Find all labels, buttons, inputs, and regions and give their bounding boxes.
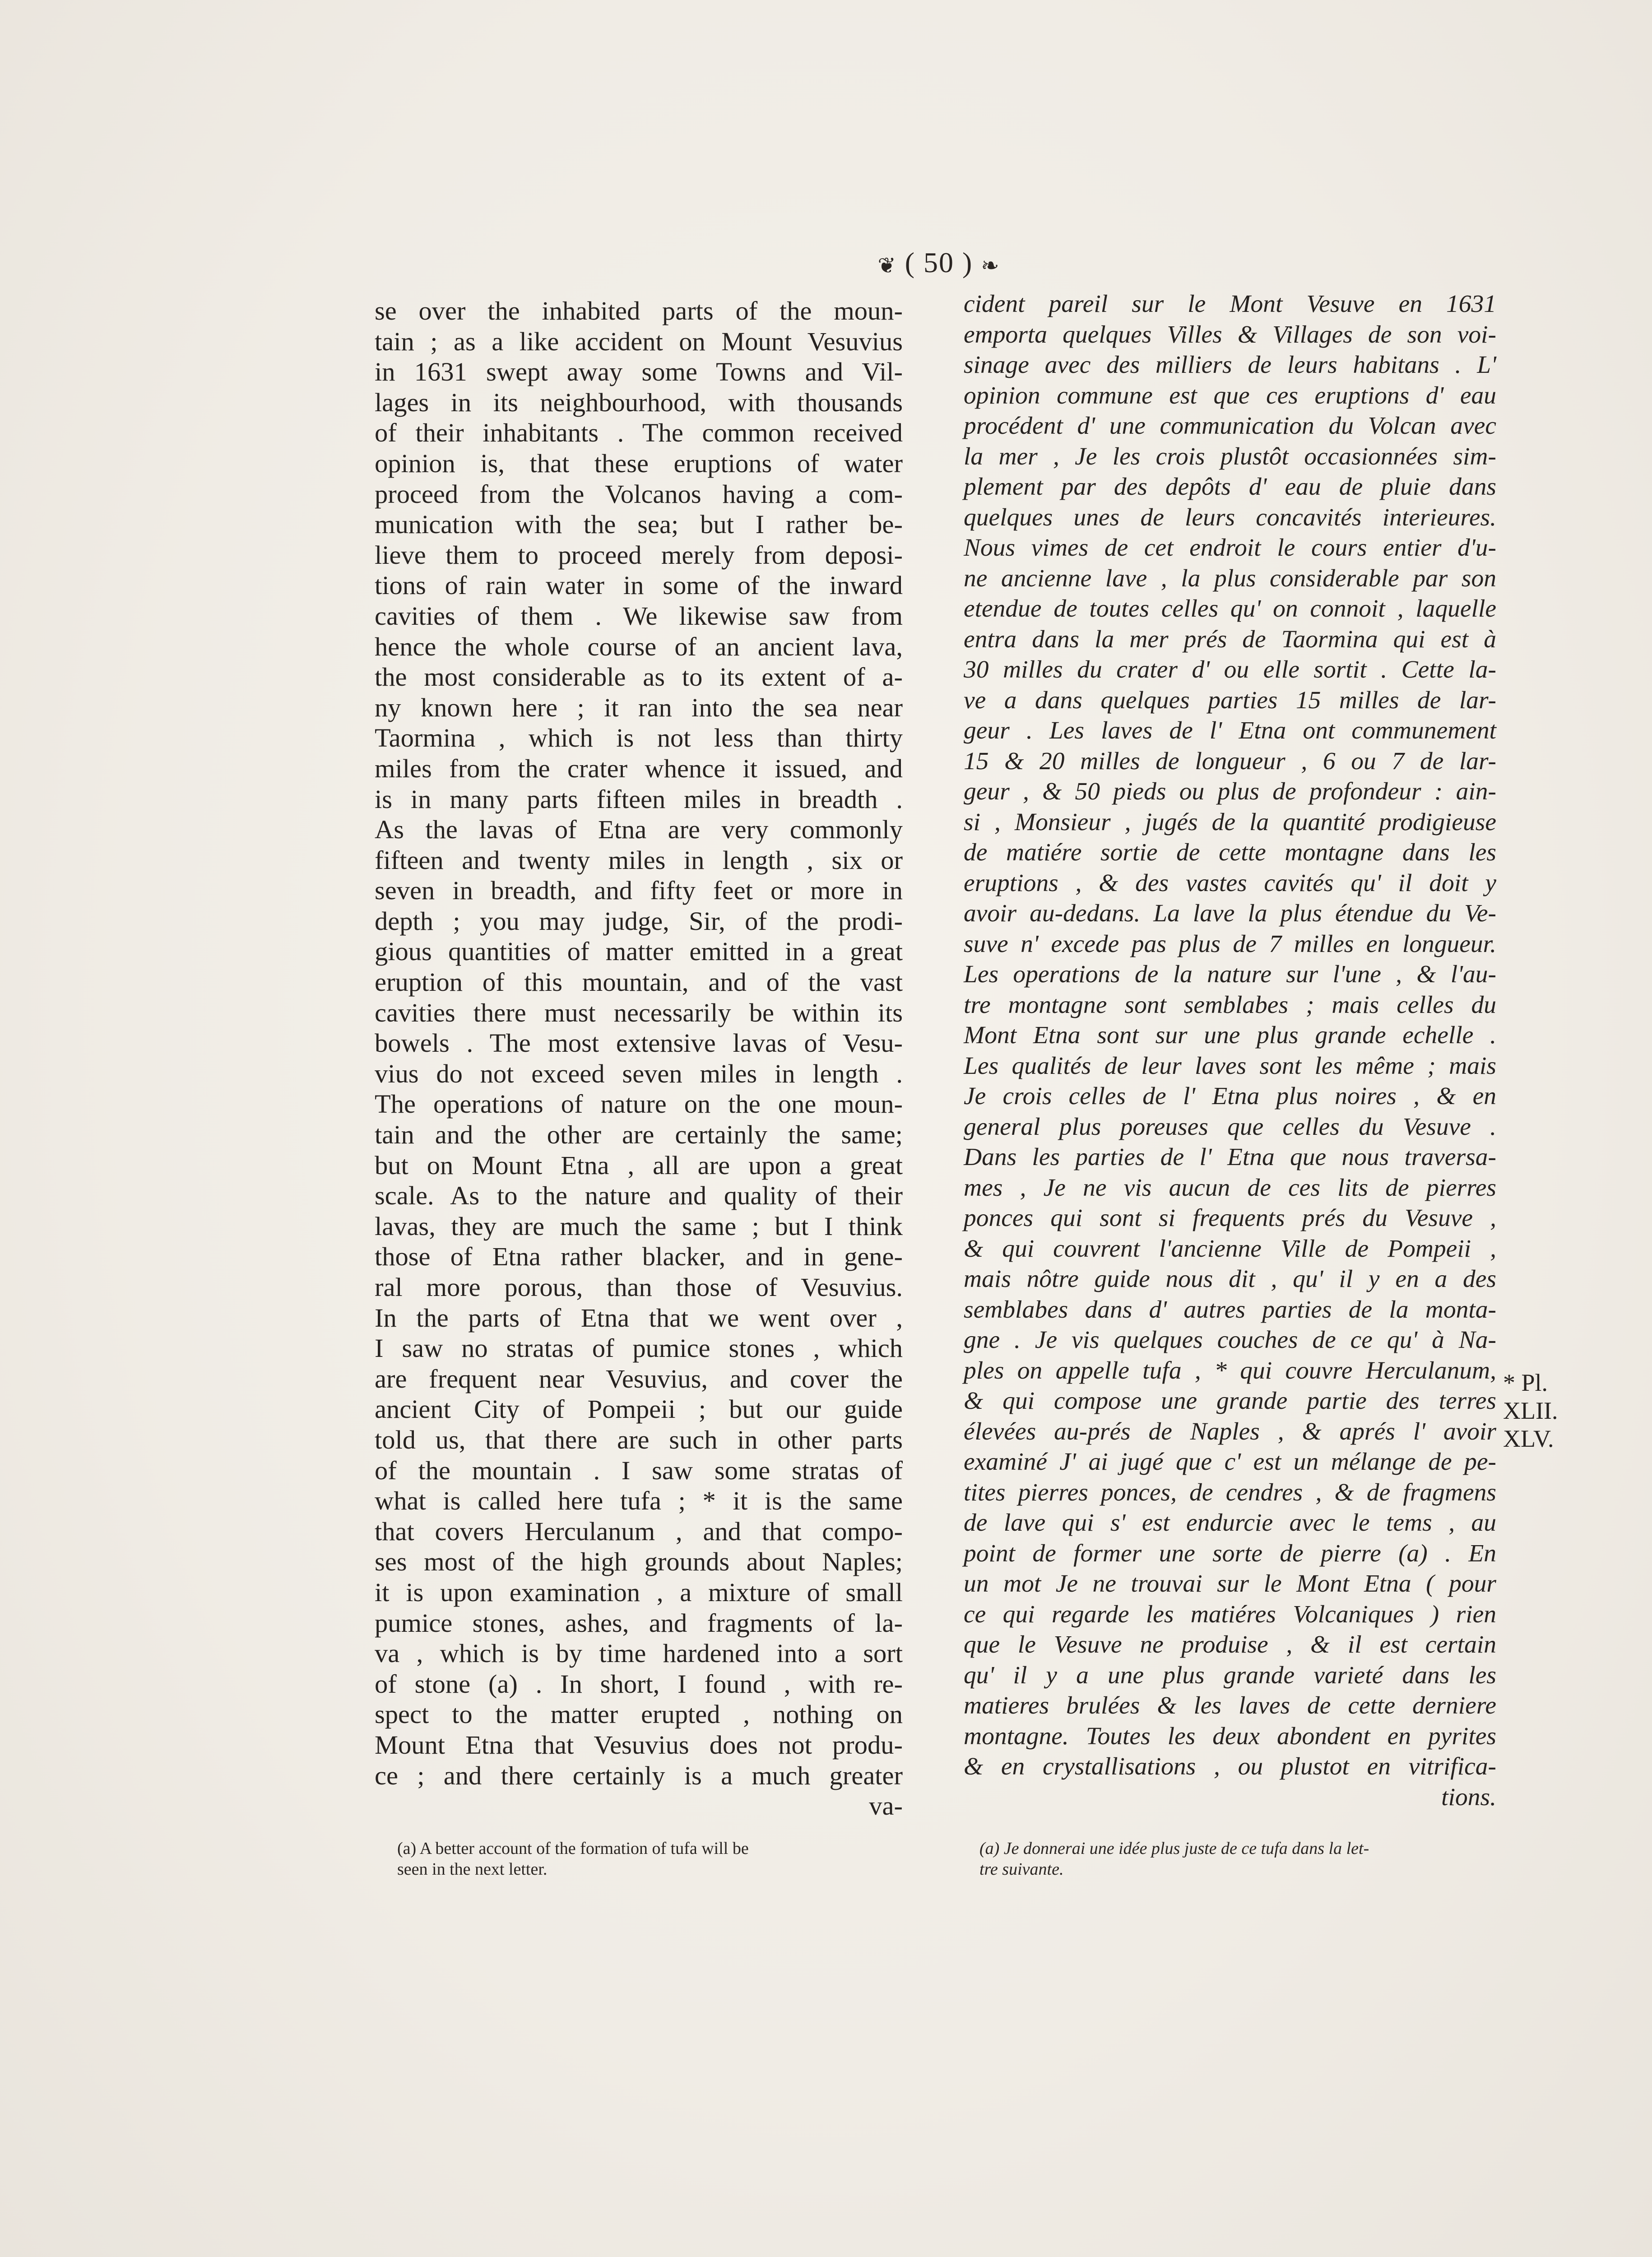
french-text-line: geur . Les laves de l' Etna ont communement	[964, 717, 1496, 744]
margin-note-line: * Pl.	[1503, 1369, 1548, 1396]
english-text-line: hence the whole course of an ancient lava,	[375, 632, 903, 661]
french-text-line: ve a dans quelques parties 15 milles de lar-	[964, 686, 1496, 714]
english-text-line: spect to the matter erupted , nothing on	[375, 1700, 903, 1729]
english-text-line: ral more porous, than those of Vesuvius.	[375, 1272, 903, 1302]
english-text-line: cavities of them . We likewise saw from	[375, 601, 903, 631]
french-text-line: & qui couvrent l'ancienne Ville de Pompeii ,	[964, 1235, 1496, 1263]
french-text-line: ce qui regarde les matiéres Volcaniques ) rien	[964, 1600, 1496, 1628]
french-text-line: ponces qui sont si frequents prés du Vesuve ,	[964, 1204, 1496, 1232]
english-text-line: lieve them to proceed merely from deposi-	[375, 540, 903, 570]
french-text-line: & qui compose une grande partie des terres	[964, 1387, 1496, 1415]
english-text-line: Taormina , which is not less than thirty	[375, 723, 903, 753]
footnote-line: (a) A better account of the formation of tufa will be	[397, 1839, 749, 1858]
english-text-line: in 1631 swept away some Towns and Vil-	[375, 357, 903, 387]
english-text-line: proceed from the Volcanos having a com-	[375, 479, 903, 509]
english-text-line: what is called here tufa ; * it is the same	[375, 1486, 903, 1516]
english-text-line: ancient City of Pompeii ; but our guide	[375, 1394, 903, 1424]
english-text-line: the most considerable as to its extent of a-	[375, 662, 903, 692]
english-text-line: se over the inhabited parts of the moun-	[375, 296, 903, 325]
french-text-line: tites pierres ponces, de cendres , & de fragmens	[964, 1478, 1496, 1506]
english-text-line: Mount Etna that Vesuvius does not produ-	[375, 1730, 903, 1760]
french-text-line: general plus poreuses que celles du Vesuve .	[964, 1113, 1496, 1141]
french-text-line: Nous vimes de cet endroit le cours entier d'u-	[964, 534, 1496, 562]
plate-reference-margin-note	[1503, 1369, 1566, 1453]
english-text-line: lages in its neighbourhood, with thousands	[375, 387, 903, 417]
french-text-line: si , Monsieur , jugés de la quantité prodigieuse	[964, 808, 1496, 836]
english-text-line: The operations of nature on the one moun-	[375, 1089, 903, 1119]
english-text-line: In the parts of Etna that we went over ,	[375, 1303, 903, 1333]
french-text-line: 15 & 20 milles de longueur , 6 ou 7 de lar-	[964, 747, 1496, 775]
french-text-line: de lave qui s' est endurcie avec le tems , au	[964, 1509, 1496, 1537]
page-number: ( 50 )	[905, 246, 973, 279]
english-text-line: tions of rain water in some of the inward	[375, 571, 903, 600]
french-text-line: examiné J' ai jugé que c' est un mélange de pe-	[964, 1448, 1496, 1476]
english-text-line: told us, that there are such in other parts	[375, 1425, 903, 1454]
french-text-line: ne ancienne lave , la plus considerable par son	[964, 564, 1496, 592]
ornament-left-icon: ❦	[877, 254, 897, 278]
page-header	[849, 246, 1029, 279]
english-text-line: it is upon examination , a mixture of small	[375, 1577, 903, 1607]
footnote-line: seen in the next letter.	[397, 1860, 548, 1879]
footnote-line: tre suivante.	[979, 1860, 1064, 1879]
french-text-line: quelques unes de leurs concavités interieures.	[964, 503, 1496, 531]
french-text-line: geur , & 50 pieds ou plus de profondeur : ain-	[964, 778, 1496, 805]
english-text-line: of the mountain . I saw some stratas of	[375, 1455, 903, 1485]
french-text-column	[964, 289, 1496, 1812]
french-text-line: semblabes dans d' autres parties de la monta-	[964, 1296, 1496, 1324]
english-text-line: ses most of the high grounds about Naples;	[375, 1547, 903, 1577]
french-text-line: point de former une sorte de pierre (a) . En	[964, 1539, 1496, 1567]
french-catchword: tions.	[1441, 1783, 1496, 1811]
french-text-line: matieres brulées & les laves de cette derniere	[964, 1692, 1496, 1719]
english-text-line: that covers Herculanum , and that compo-	[375, 1516, 903, 1546]
english-text-line: I saw no stratas of pumice stones , which	[375, 1333, 903, 1363]
english-text-line: ny known here ; it ran into the sea near	[375, 692, 903, 722]
french-text-line: Les qualités de leur laves sont les même ; mais	[964, 1052, 1496, 1080]
english-text-line: vius do not exceed seven miles in length .	[375, 1059, 903, 1088]
english-footnote	[397, 1838, 898, 1880]
english-text-column	[375, 296, 903, 1821]
english-text-line: seven in breadth, and fifty feet or more in	[375, 876, 903, 906]
french-text-line: opinion commune est que ces eruptions d' eau	[964, 381, 1496, 409]
french-text-line: tre montagne sont semblabes ; mais celles du	[964, 991, 1496, 1019]
english-text-line: eruption of this mountain, and of the vast	[375, 967, 903, 997]
french-text-line: emporta quelques Villes & Villages de son voi-	[964, 320, 1496, 348]
french-text-line: Je crois celles de l' Etna plus noires , & en	[964, 1082, 1496, 1110]
footnote-line: (a) Je donnerai une idée plus juste de ce tufa dans la let-	[979, 1839, 1369, 1858]
english-text-line: those of Etna rather blacker, and in gene-	[375, 1242, 903, 1272]
french-text-line: de matiére sortie de cette montagne dans les	[964, 839, 1496, 866]
french-text-line: entra dans la mer prés de Taormina qui est à	[964, 625, 1496, 653]
english-text-line: is in many parts fifteen miles in breadth .	[375, 784, 903, 814]
english-text-line: tain and the other are certainly the same;	[375, 1120, 903, 1150]
ornament-right-icon: ❧	[981, 254, 1000, 278]
english-text-line: depth ; you may judge, Sir, of the prodi-	[375, 906, 903, 936]
english-text-line: but on Mount Etna , all are upon a great	[375, 1150, 903, 1180]
french-text-line: qu' il y a une plus grande varieté dans les	[964, 1661, 1496, 1689]
english-text-line: pumice stones, ashes, and fragments of la-	[375, 1608, 903, 1638]
french-text-line: & en crystallisations , ou plustot en vitrifica-	[964, 1753, 1496, 1780]
french-text-line: la mer , Je les crois plustôt occasionnées sim-	[964, 442, 1496, 470]
french-text-line: mais nôtre guide nous dit , qu' il y en a des	[964, 1265, 1496, 1293]
french-text-line: 30 milles du crater d' ou elle sortit . Cette la-	[964, 656, 1496, 683]
english-catchword: va-	[869, 1791, 903, 1821]
french-text-line: que le Vesuve ne produise , & il est certain	[964, 1631, 1496, 1658]
english-text-line: opinion is, that these eruptions of water	[375, 448, 903, 478]
french-text-line: plement par des depôts d' eau de pluie dans	[964, 473, 1496, 501]
french-text-line: avoir au-dedans. La lave la plus étendue du Ve-	[964, 900, 1496, 927]
french-text-line: mes , Je ne vis aucun de ces lits de pierres	[964, 1174, 1496, 1202]
english-text-line: fifteen and twenty miles in length , six or	[375, 845, 903, 875]
english-text-line: cavities there must necessarily be within its	[375, 998, 903, 1027]
english-text-line: lavas, they are much the same ; but I think	[375, 1211, 903, 1241]
english-text-line: bowels . The most extensive lavas of Vesu-	[375, 1028, 903, 1058]
margin-note-line: XLII.	[1503, 1397, 1558, 1424]
english-text-line: ce ; and there certainly is a much greater	[375, 1760, 903, 1790]
english-text-line: munication with the sea; but I rather be-	[375, 510, 903, 539]
english-text-line: tain ; as a like accident on Mount Vesuvius	[375, 326, 903, 356]
french-text-line: procédent d' une communication du Volcan avec	[964, 412, 1496, 440]
french-text-line: Mont Etna sont sur une plus grande echelle .	[964, 1022, 1496, 1049]
english-text-line: are frequent near Vesuvius, and cover the	[375, 1364, 903, 1393]
french-text-line: eruptions , & des vastes cavités qu' il doit y	[964, 869, 1496, 897]
french-text-line: Dans les parties de l' Etna que nous traversa-	[964, 1143, 1496, 1171]
french-text-line: gne . Je vis quelques couches de ce qu' à Na-	[964, 1326, 1496, 1354]
french-text-line: sinage avec des milliers de leurs habitans . L'	[964, 351, 1496, 379]
english-text-line: of stone (a) . In short, I found , with re-	[375, 1669, 903, 1699]
english-text-line: gious quantities of matter emitted in a great	[375, 937, 903, 966]
french-text-line: un mot Je ne trouvai sur le Mont Etna ( pour	[964, 1570, 1496, 1598]
french-text-line: suve n' excede pas plus de 7 milles en longueur.	[964, 930, 1496, 958]
french-text-line: etendue de toutes celles qu' on connoit , laquelle	[964, 595, 1496, 622]
french-footnote	[979, 1838, 1494, 1880]
french-text-line: Les operations de la nature sur l'une , & l'au-	[964, 961, 1496, 988]
english-text-line: va , which is by time hardened into a sort	[375, 1639, 903, 1668]
english-text-line: miles from the crater whence it issued, and	[375, 753, 903, 783]
french-text-line: élevées au-prés de Naples , & aprés l' avoir	[964, 1417, 1496, 1445]
english-text-line: scale. As to the nature and quality of their	[375, 1181, 903, 1211]
french-text-line: montagne. Toutes les deux abondent en pyrites	[964, 1722, 1496, 1750]
english-text-line: As the lavas of Etna are very commonly	[375, 815, 903, 845]
english-text-line: of their inhabitants . The common received	[375, 418, 903, 448]
margin-note-line: XLV.	[1503, 1425, 1554, 1452]
french-text-line: ples on appelle tufa , * qui couvre Herculanum,	[964, 1356, 1496, 1384]
french-text-line: cident pareil sur le Mont Vesuve en 1631	[964, 290, 1496, 318]
